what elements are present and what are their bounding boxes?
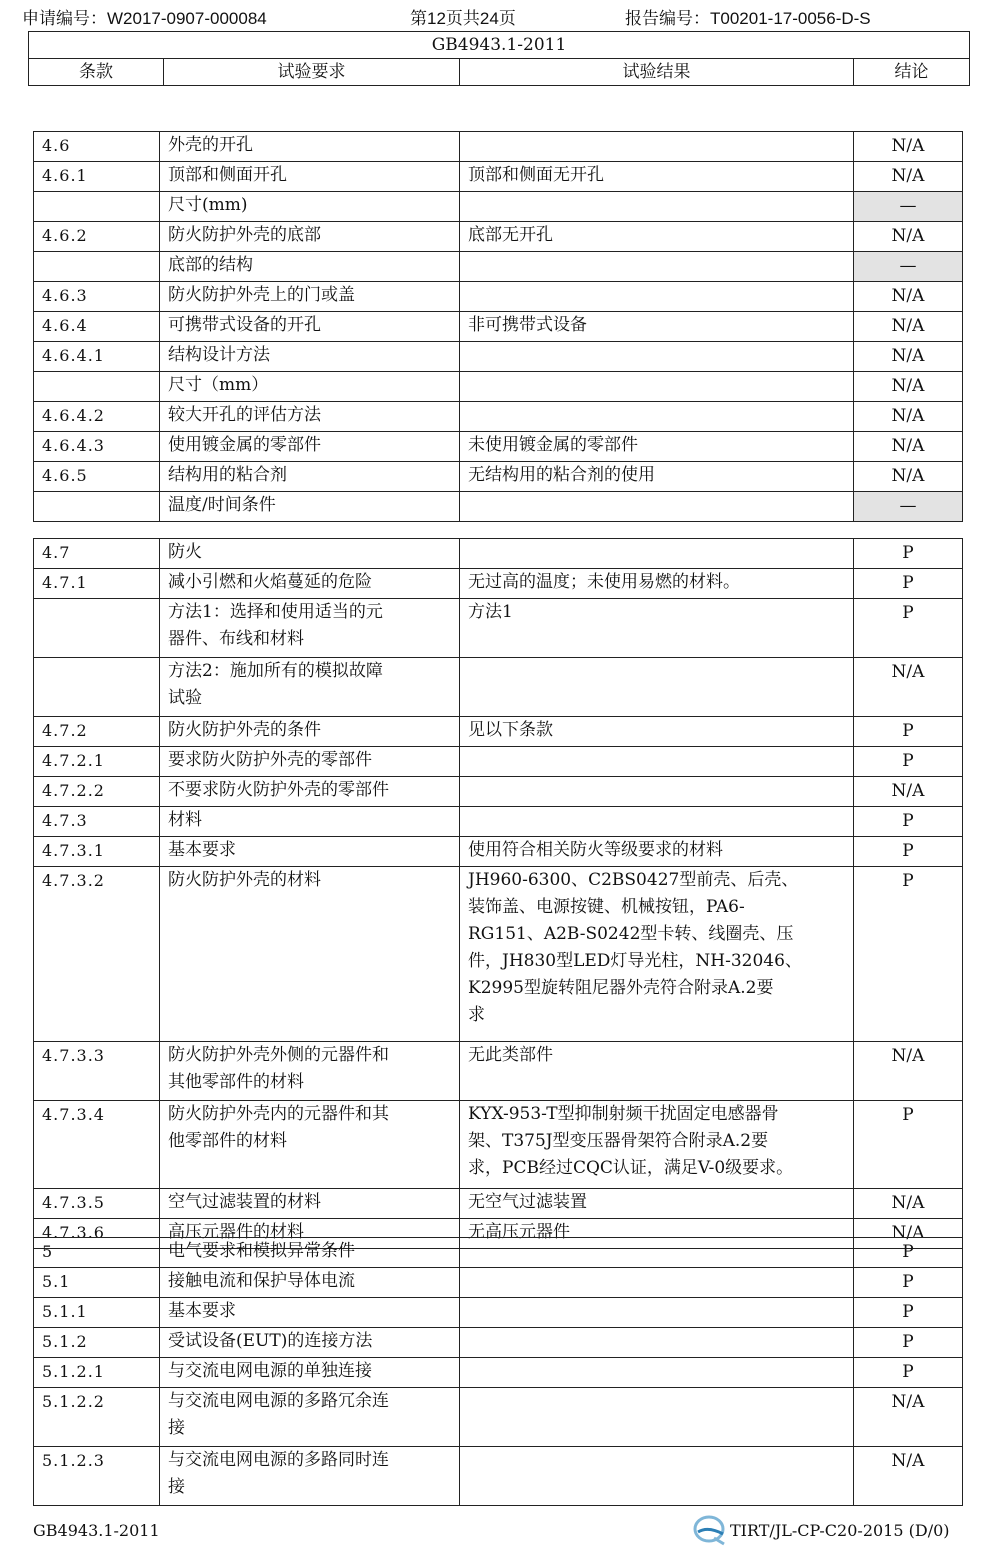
verdict-cell: N/A <box>854 162 963 192</box>
verdict-cell: P <box>854 569 963 599</box>
column-header-clause: 条款 <box>29 59 164 86</box>
result-cell: 方法1 <box>460 599 854 658</box>
table-row <box>34 1447 963 1506</box>
requirement-cell: 外壳的开孔 <box>160 132 460 162</box>
verdict-cell: P <box>854 1358 963 1388</box>
clause-cell: 4.6.4.1 <box>34 342 160 372</box>
column-header-requirement: 试验要求 <box>164 59 460 86</box>
result-cell: 无此类部件 <box>460 1042 854 1101</box>
result-cell <box>460 1268 854 1298</box>
result-cell <box>460 1298 854 1328</box>
result-cell <box>460 342 854 372</box>
result-cell <box>460 282 854 312</box>
table-row <box>34 252 963 282</box>
verdict-cell: P <box>854 1238 963 1268</box>
result-cell <box>460 1328 854 1358</box>
clause-cell: 4.7.3.4 <box>34 1101 160 1189</box>
verdict-cell: N/A <box>854 132 963 162</box>
table-row <box>34 1101 963 1189</box>
clause-cell: 4.7.3.1 <box>34 837 160 867</box>
table-row <box>34 569 963 599</box>
requirement-cell: 防火防护外壳的底部 <box>160 222 460 252</box>
standard-title: GB4943.1-2011 <box>29 32 970 59</box>
requirement-cell: 结构用的粘合剂 <box>160 462 460 492</box>
table-row <box>34 539 963 569</box>
requirement-cell: 温度/时间条件 <box>160 492 460 522</box>
result-cell: 见以下条款 <box>460 717 854 747</box>
clause-cell: 4.6.4.3 <box>34 432 160 462</box>
clause-cell: 4.7.3.2 <box>34 867 160 1042</box>
requirement-cell: 结构设计方法 <box>160 342 460 372</box>
verdict-cell: N/A <box>854 282 963 312</box>
result-cell: 非可携带式设备 <box>460 312 854 342</box>
table-row <box>34 1388 963 1447</box>
verdict-cell: — <box>854 252 963 282</box>
requirement-cell: 底部的结构 <box>160 252 460 282</box>
table-row <box>34 837 963 867</box>
result-cell: 未使用镀金属的零部件 <box>460 432 854 462</box>
requirement-cell: 电气要求和模拟异常条件 <box>160 1238 460 1268</box>
result-cell: JH960-6300、C2BS0427型前壳、后壳、 装饰盖、电源按键、机械按钮，PA6- RG151、A2B-S0242型卡转、线圈壳、压 件，JH830型LED灯导光柱，NH-32046、 K2995型旋转阻尼器外壳符合附录A.2要 求 <box>460 867 854 1042</box>
table-row <box>34 599 963 658</box>
requirement-cell: 尺寸（mm） <box>160 372 460 402</box>
clause-cell <box>34 252 160 282</box>
table-row <box>34 162 963 192</box>
verdict-cell: P <box>854 747 963 777</box>
requirement-cell: 高压元器件的材料 <box>160 1219 460 1249</box>
clause-cell: 4.6.4 <box>34 312 160 342</box>
clause-cell: 4.6.4.2 <box>34 402 160 432</box>
clause-cell <box>34 372 160 402</box>
requirement-cell: 顶部和侧面开孔 <box>160 162 460 192</box>
requirement-cell: 空气过滤装置的材料 <box>160 1189 460 1219</box>
table-row <box>34 1238 963 1268</box>
table-row <box>34 807 963 837</box>
requirement-cell: 方法1：选择和使用适当的元 器件、布线和材料 <box>160 599 460 658</box>
clause-cell: 5.1.1 <box>34 1298 160 1328</box>
requirement-cell: 材料 <box>160 807 460 837</box>
table-row <box>34 1042 963 1101</box>
clause-cell: 4.7.3.3 <box>34 1042 160 1101</box>
verdict-cell: P <box>854 867 963 1042</box>
result-cell: 无空气过滤装置 <box>460 1189 854 1219</box>
verdict-cell: N/A <box>854 1388 963 1447</box>
verdict-cell: N/A <box>854 1042 963 1101</box>
result-cell <box>460 1358 854 1388</box>
requirement-cell: 减小引燃和火焰蔓延的危险 <box>160 569 460 599</box>
table-row <box>34 312 963 342</box>
clause-cell <box>34 492 160 522</box>
footer-standard: GB4943.1-2011 <box>33 1521 160 1540</box>
clause-cell: 5.1.2.1 <box>34 1358 160 1388</box>
verdict-cell: P <box>854 539 963 569</box>
table-row <box>34 658 963 717</box>
result-cell <box>460 252 854 282</box>
clause-cell: 5.1.2.2 <box>34 1388 160 1447</box>
clause-table-4-7 <box>33 538 963 1249</box>
requirement-cell: 与交流电网电源的多路冗余连 接 <box>160 1388 460 1447</box>
result-cell: 无高压元器件 <box>460 1219 854 1249</box>
verdict-cell: P <box>854 717 963 747</box>
verdict-cell: N/A <box>854 312 963 342</box>
clause-table-5 <box>33 1237 963 1506</box>
clause-cell: 4.7.1 <box>34 569 160 599</box>
verdict-cell: N/A <box>854 1219 963 1249</box>
requirement-cell: 较大开孔的评估方法 <box>160 402 460 432</box>
result-cell <box>460 807 854 837</box>
table-row <box>34 1268 963 1298</box>
clause-cell: 4.6 <box>34 132 160 162</box>
table-row <box>34 777 963 807</box>
application-number: 申请编号：W2017-0907-000084 <box>22 9 267 28</box>
requirement-cell: 方法2：施加所有的模拟故障 试验 <box>160 658 460 717</box>
requirement-cell: 使用镀金属的零部件 <box>160 432 460 462</box>
result-cell <box>460 132 854 162</box>
requirement-cell: 受试设备(EUT)的连接方法 <box>160 1328 460 1358</box>
header-table <box>28 31 970 86</box>
verdict-cell: P <box>854 837 963 867</box>
result-cell: KYX-953-T型抑制射频干扰固定电感器骨 架、T375J型变压器骨架符合附录A.2要 求，PCB经过CQC认证，满足V-0级要求。 <box>460 1101 854 1189</box>
company-logo-icon <box>692 1512 728 1546</box>
requirement-cell: 防火防护外壳的材料 <box>160 867 460 1042</box>
clause-cell: 4.7.3 <box>34 807 160 837</box>
requirement-cell: 防火 <box>160 539 460 569</box>
verdict-cell: P <box>854 807 963 837</box>
table-row <box>34 747 963 777</box>
result-cell: 无结构用的粘合剂的使用 <box>460 462 854 492</box>
table-row <box>34 462 963 492</box>
table-row <box>34 402 963 432</box>
table-row <box>34 192 963 222</box>
clause-cell: 4.7.2.1 <box>34 747 160 777</box>
requirement-cell: 防火防护外壳的条件 <box>160 717 460 747</box>
table-row <box>34 1189 963 1219</box>
result-cell: 底部无开孔 <box>460 222 854 252</box>
result-cell <box>460 1388 854 1447</box>
report-number: 报告编号：T00201-17-0056-D-S <box>625 9 871 28</box>
result-cell <box>460 1238 854 1268</box>
clause-cell: 4.7 <box>34 539 160 569</box>
clause-cell <box>34 599 160 658</box>
table-row <box>34 222 963 252</box>
clause-cell: 4.7.2 <box>34 717 160 747</box>
verdict-cell: N/A <box>854 462 963 492</box>
result-cell <box>460 658 854 717</box>
verdict-cell: P <box>854 1268 963 1298</box>
table-row <box>34 717 963 747</box>
result-cell <box>460 539 854 569</box>
verdict-cell: — <box>854 492 963 522</box>
requirement-cell: 与交流电网电源的单独连接 <box>160 1358 460 1388</box>
requirement-cell: 基本要求 <box>160 837 460 867</box>
table-row <box>34 492 963 522</box>
result-cell <box>460 1447 854 1506</box>
clause-table-4-6 <box>33 131 963 522</box>
verdict-cell: P <box>854 1101 963 1189</box>
requirement-cell: 基本要求 <box>160 1298 460 1328</box>
verdict-cell: N/A <box>854 777 963 807</box>
table-row <box>34 432 963 462</box>
result-cell <box>460 192 854 222</box>
result-cell: 顶部和侧面无开孔 <box>460 162 854 192</box>
clause-cell: 4.7.3.6 <box>34 1219 160 1249</box>
footer-form-code: TIRT/JL-CP-C20-2015 (D/0) <box>730 1521 950 1540</box>
clause-cell: 5.1.2 <box>34 1328 160 1358</box>
requirement-cell: 不要求防火防护外壳的零部件 <box>160 777 460 807</box>
verdict-cell: N/A <box>854 372 963 402</box>
column-header-result: 试验结果 <box>460 59 854 86</box>
requirement-cell: 尺寸(mm) <box>160 192 460 222</box>
verdict-cell: P <box>854 1328 963 1358</box>
result-cell <box>460 747 854 777</box>
clause-cell <box>34 192 160 222</box>
clause-cell: 5 <box>34 1238 160 1268</box>
requirement-cell: 防火防护外壳上的门或盖 <box>160 282 460 312</box>
table-row <box>34 132 963 162</box>
verdict-cell: N/A <box>854 1447 963 1506</box>
clause-cell: 4.6.2 <box>34 222 160 252</box>
verdict-cell: N/A <box>854 342 963 372</box>
table-row <box>34 372 963 402</box>
result-cell: 使用符合相关防火等级要求的材料 <box>460 837 854 867</box>
column-header-verdict: 结论 <box>854 59 970 86</box>
clause-cell: 4.6.3 <box>34 282 160 312</box>
result-cell <box>460 402 854 432</box>
table-row <box>34 282 963 312</box>
requirement-cell: 防火防护外壳外侧的元器件和 其他零部件的材料 <box>160 1042 460 1101</box>
verdict-cell: — <box>854 192 963 222</box>
result-cell: 无过高的温度；未使用易燃的材料。 <box>460 569 854 599</box>
verdict-cell: P <box>854 1298 963 1328</box>
clause-cell: 4.7.3.5 <box>34 1189 160 1219</box>
page-indicator: 第12页共24页 <box>410 9 516 28</box>
clause-cell: 5.1 <box>34 1268 160 1298</box>
verdict-cell: N/A <box>854 402 963 432</box>
result-cell <box>460 492 854 522</box>
verdict-cell: N/A <box>854 432 963 462</box>
table-row <box>34 1328 963 1358</box>
requirement-cell: 防火防护外壳内的元器件和其 他零部件的材料 <box>160 1101 460 1189</box>
requirement-cell: 接触电流和保护导体电流 <box>160 1268 460 1298</box>
clause-cell: 4.6.5 <box>34 462 160 492</box>
table-row <box>34 867 963 1042</box>
verdict-cell: N/A <box>854 222 963 252</box>
result-cell <box>460 777 854 807</box>
clause-cell: 5.1.2.3 <box>34 1447 160 1506</box>
requirement-cell: 要求防火防护外壳的零部件 <box>160 747 460 777</box>
requirement-cell: 可携带式设备的开孔 <box>160 312 460 342</box>
table-row <box>34 1358 963 1388</box>
requirement-cell: 与交流电网电源的多路同时连 接 <box>160 1447 460 1506</box>
result-cell <box>460 372 854 402</box>
clause-cell: 4.6.1 <box>34 162 160 192</box>
verdict-cell: P <box>854 599 963 658</box>
clause-cell <box>34 658 160 717</box>
table-row <box>34 342 963 372</box>
verdict-cell: N/A <box>854 1189 963 1219</box>
verdict-cell: N/A <box>854 658 963 717</box>
table-row <box>34 1298 963 1328</box>
clause-cell: 4.7.2.2 <box>34 777 160 807</box>
